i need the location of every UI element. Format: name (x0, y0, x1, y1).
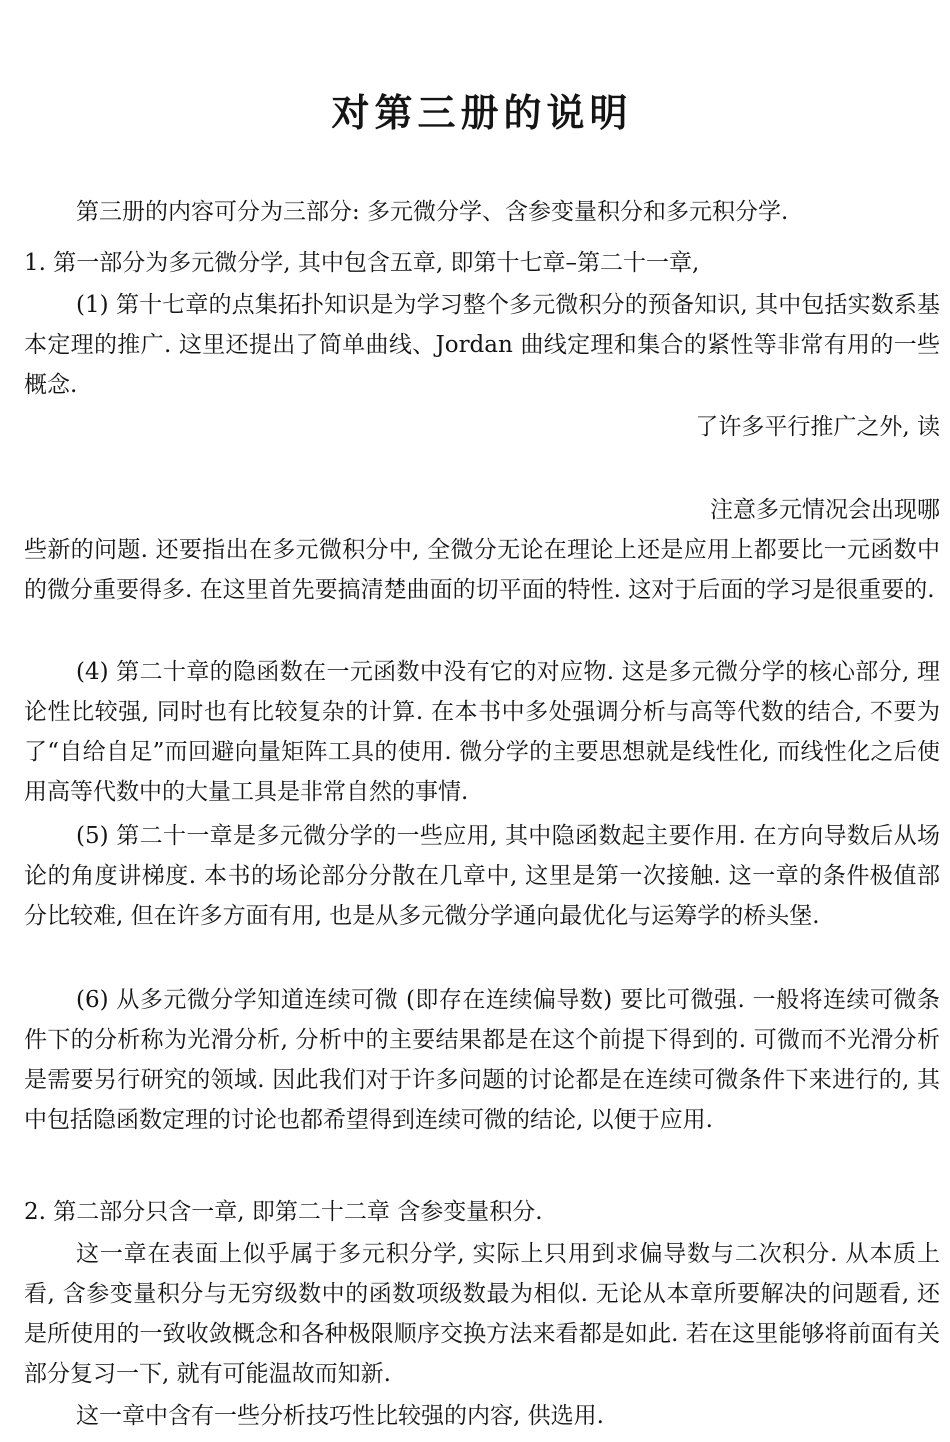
intro-paragraph: 第三册的内容可分为三部分: 多元微分学、含参变量积分和多元积分学. (76, 199, 789, 225)
part1-paragraph-3: 些新的问题. 还要指出在多元微积分中, 全微分无论在理论上还是应用上都要比一元函数中的微分重要得多. 在这里首先要搞清楚曲面的切平面的特性. 这对于后面的学习是很重要的. (24, 537, 940, 603)
part1-fragment-b: 注意多元情况会出现哪 (710, 497, 940, 523)
part1-fragment-a: 了许多平行推广之外, 读 (695, 414, 940, 440)
part2-paragraph-2: 这一章中含有一些分析技巧性比较强的内容, 供选用. (76, 1403, 604, 1429)
part1-paragraph-6: (6) 从多元微分学知道连续可微 (即存在连续偏导数) 要比可微强. 一般将连续可微条件下的分析称为光滑分析, 分析中的主要结果都是在这个前提下得到的. 可微而不光滑分析是需要另行研究的领域. 因此我们对于许多问题的讨论都是在连续可微条件下来进行的, 其中包括隐函数定理的讨论也都希望得到连续可微的结论, 以便于应用. (24, 987, 940, 1133)
part1-paragraph-4: (4) 第二十章的隐函数在一元函数中没有它的对应物. 这是多元微分学的核心部分, 理论性比较强, 同时也有比较复杂的计算. 在本书中多处强调分析与高等代数的结合, 不要为了“自给自足”而回避向量矩阵工具的使用. 微分学的主要思想就是线性化, 而线性化之后使用高等代数中的大量工具是非常自然的事情. (24, 659, 940, 805)
part2-paragraph-1: 这一章在表面上似乎属于多元积分学, 实际上只用到求偏导数与二次积分. 从本质上看, 含参变量积分与无穷级数中的函数项级数最为相似. 无论从本章所要解决的问题看, 还是所使用的一致收敛概念和各种极限顺序交换方法来看都是如此. 若在这里能够将前面有关部分复习一下, 就有可能温故而知新. (24, 1241, 940, 1387)
part1-paragraph-5: (5) 第二十一章是多元微分学的一些应用, 其中隐函数起主要作用. 在方向导数后从场论的角度讲梯度. 本书的场论部分分散在几章中, 这里是第一次接触. 这一章的条件极值部分比较难, 但在许多方面有用, 也是从多元微分学通向最优化与运筹学的桥头堡. (24, 823, 940, 929)
part2-heading: 2. 第二部分只含一章, 即第二十二章 含参变量积分. (24, 1199, 543, 1225)
document-page (24, 0, 940, 1442)
part1-heading: 1. 第一部分为多元微分学, 其中包含五章, 即第十七章–第二十一章, (24, 250, 700, 276)
part1-paragraph-1: (1) 第十七章的点集拓扑知识是为学习整个多元微积分的预备知识, 其中包括实数系基本定理的推广. 这里还提出了简单曲线、Jordan 曲线定理和集合的紧性等非常有用的一些概念. (24, 292, 940, 398)
page-title: 对第三册的说明 (331, 90, 633, 135)
